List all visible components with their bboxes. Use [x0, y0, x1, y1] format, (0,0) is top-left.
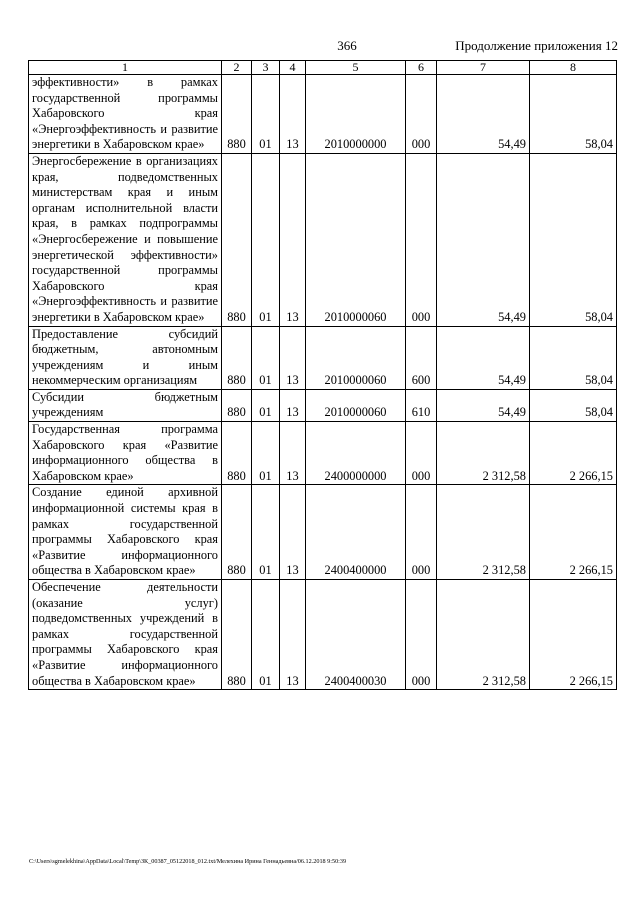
table-row: [29, 153, 617, 326]
cell-col4: 13: [280, 153, 306, 326]
cell-col4: 13: [280, 326, 306, 389]
cell-col3: 01: [252, 326, 280, 389]
cell-col2: 880: [222, 75, 252, 154]
cell-col3: 01: [252, 75, 280, 154]
column-header: 8: [530, 61, 617, 75]
column-header: 1: [29, 61, 222, 75]
cell-col6: 000: [406, 485, 437, 580]
row-name-cell: Энергосбережение в организациях края, подведомственных министерствам края и иным органам исполнительной власти края, в рамках подпрограммы «Энергосбережение и повышение энергетической эффективности» государственной программы Хабаровского края «Энергоэффективность и развитие энергетики в Хабаровском крае»: [29, 153, 222, 326]
cell-col6: 610: [406, 389, 437, 421]
table-header-row: [29, 61, 617, 75]
column-header: 4: [280, 61, 306, 75]
cell-col7: 54,49: [437, 75, 530, 154]
table-row: [29, 485, 617, 580]
table-row: [29, 580, 617, 690]
column-header: 6: [406, 61, 437, 75]
cell-col2: 880: [222, 580, 252, 690]
column-header: 2: [222, 61, 252, 75]
row-name-cell: Обеспечение деятельности (оказание услуг) подведомственных учреждений в рамках государственной программы Хабаровского края «Развитие информационного общества в Хабаровском крае»: [29, 580, 222, 690]
table-row: [29, 389, 617, 421]
row-name-cell: Создание единой архивной информационной системы края в рамках государственной программы Хабаровского края «Развитие информационного общества в Хабаровском крае»: [29, 485, 222, 580]
cell-col4: 13: [280, 485, 306, 580]
cell-col5: 2400000000: [306, 422, 406, 485]
cell-col5: 2010000060: [306, 326, 406, 389]
cell-col3: 01: [252, 580, 280, 690]
cell-col4: 13: [280, 75, 306, 154]
page-number: 366: [337, 38, 357, 53]
table-row: [29, 326, 617, 389]
cell-col4: 13: [280, 389, 306, 421]
cell-col7: 54,49: [437, 326, 530, 389]
row-name-cell: Предоставление субсидий бюджетным, автономным учреждениям и иным некоммерческим организациям: [29, 326, 222, 389]
cell-col8: 2 266,15: [530, 422, 617, 485]
cell-col2: 880: [222, 153, 252, 326]
cell-col5: 2010000060: [306, 389, 406, 421]
cell-col2: 880: [222, 389, 252, 421]
table-row: [29, 75, 617, 154]
cell-col8: 58,04: [530, 75, 617, 154]
cell-col3: 01: [252, 153, 280, 326]
cell-col6: 000: [406, 580, 437, 690]
cell-col8: 2 266,15: [530, 485, 617, 580]
cell-col5: 2400400030: [306, 580, 406, 690]
column-header: 7: [437, 61, 530, 75]
cell-col4: 13: [280, 422, 306, 485]
cell-col3: 01: [252, 389, 280, 421]
column-header: 3: [252, 61, 280, 75]
cell-col2: 880: [222, 326, 252, 389]
cell-col6: 600: [406, 326, 437, 389]
cell-col7: 54,49: [437, 153, 530, 326]
cell-col2: 880: [222, 422, 252, 485]
budget-table: [28, 60, 617, 690]
cell-col3: 01: [252, 422, 280, 485]
footer-file-path: C:\Users\sgmelekhina\AppData\Local\Temp\ЗК_00387_05122018_012.txt/Мелехина Ирина Геннадьевна/06.12.2018 9:50:39: [29, 858, 347, 865]
cell-col4: 13: [280, 580, 306, 690]
cell-col8: 2 266,15: [530, 580, 617, 690]
cell-col7: 2 312,58: [437, 580, 530, 690]
cell-col3: 01: [252, 485, 280, 580]
cell-col2: 880: [222, 485, 252, 580]
cell-col6: 000: [406, 75, 437, 154]
column-header: 5: [306, 61, 406, 75]
row-name-cell: Субсидии бюджетным учреждениям: [29, 389, 222, 421]
cell-col8: 58,04: [530, 326, 617, 389]
cell-col8: 58,04: [530, 389, 617, 421]
cell-col5: 2400400000: [306, 485, 406, 580]
table-row: [29, 422, 617, 485]
cell-col7: 2 312,58: [437, 485, 530, 580]
cell-col6: 000: [406, 422, 437, 485]
cell-col6: 000: [406, 153, 437, 326]
cell-col7: 54,49: [437, 389, 530, 421]
cell-col5: 2010000000: [306, 75, 406, 154]
cell-col7: 2 312,58: [437, 422, 530, 485]
row-name-cell: Государственная программа Хабаровского края «Развитие информационного общества в Хабаровском крае»: [29, 422, 222, 485]
row-name-cell: эффективности» в рамках государственной программы Хабаровского края «Энергоэффективность и развитие энергетики в Хабаровском крае»: [29, 75, 222, 154]
cell-col8: 58,04: [530, 153, 617, 326]
continuation-label: Продолжение приложения 12: [455, 38, 618, 53]
cell-col5: 2010000060: [306, 153, 406, 326]
